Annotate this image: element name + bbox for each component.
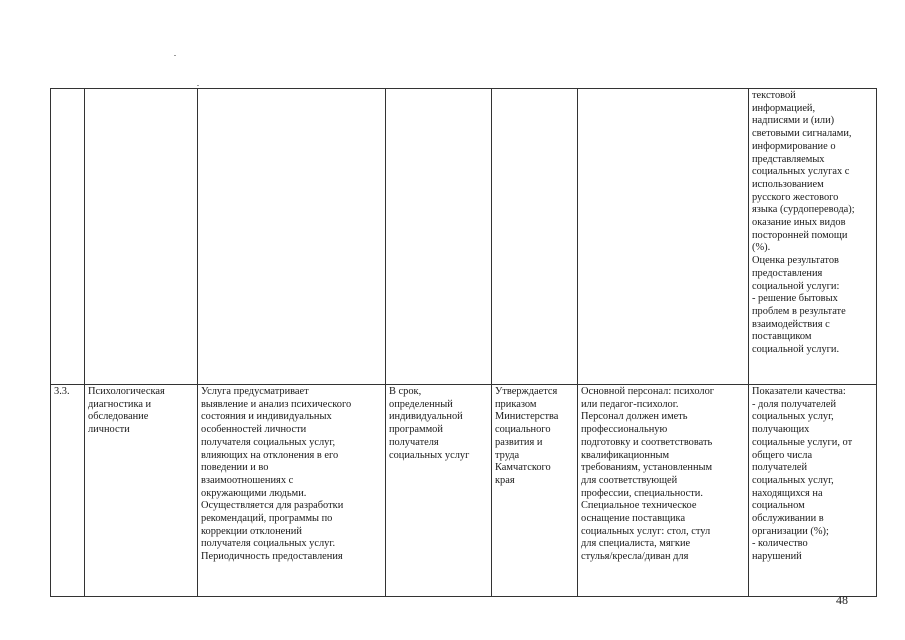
cell-service-norms (492, 385, 578, 597)
indicators-continued-text: текстовой информацией, надписями и (или) световыми сигналами, информирование о представляемых социальных услугах с использованием русского жестового языка (сурдоперевода); оказание иных видов посторонней помощи (%). Оценка результатов предоставления социальной услуги: - решение бытовых проблем в результате взаимодействия с поставщиком социальной услуги. (752, 90, 855, 356)
service-description: Услуга предусматривает выявление и анализ психического состояния и индивидуальных особенностей личности получателя социальных услуг, влияющих на отклонения в его поведении и во взаимоотношениях с окружающими людьми. Осуществляется для разработки рекомендаций, программы по коррекции отклонений получателя социальных услуг. Периодичность предоставления (201, 386, 352, 563)
cell-service-conditions (578, 385, 749, 597)
scan-speck (197, 85, 199, 86)
cell-name-empty (85, 89, 198, 385)
cell-indicators-continued (749, 89, 877, 385)
cell-description-empty (198, 89, 386, 385)
service-term: В срок, определенный индивидуальной программой получателя социальных услуг (389, 386, 470, 461)
service-number: 3.3. (54, 386, 70, 397)
cell-conditions-empty (578, 89, 749, 385)
cell-term-empty (386, 89, 492, 385)
service-name: Психологическая диагностика и обследование личности (88, 386, 165, 436)
cell-service-name (85, 385, 198, 597)
cell-service-description (198, 385, 386, 597)
cell-number-empty (51, 89, 85, 385)
services-table (50, 88, 877, 597)
table-row-continued (51, 89, 877, 385)
quality-indicators: Показатели качества: - доля получателей социальных услуг, получающих социальные услуги, от общего числа получателей социальных услуг, находящихся на социальном обслуживании в организации (%); - количество нарушений (752, 386, 853, 563)
service-conditions: Основной персонал: психолог или педагог-психолог. Персонал должен иметь профессиональную подготовку и соответствовать квалификационным требованиям, установленным для соответствующей профессии, специальности. Специальное техническое оснащение поставщика социальных услуг: стол, стул для специалиста, мягкие стулья/кресла/диван для (581, 386, 715, 563)
cell-number (51, 385, 85, 597)
table-row-service-3-3 (51, 385, 877, 597)
cell-quality-indicators (749, 385, 877, 597)
page-number: 48 (836, 593, 848, 607)
scan-speck (174, 55, 176, 56)
cell-norms-empty (492, 89, 578, 385)
service-norms: Утверждается приказом Министерства социального развития и труда Камчатского края (495, 386, 559, 486)
cell-service-term (386, 385, 492, 597)
